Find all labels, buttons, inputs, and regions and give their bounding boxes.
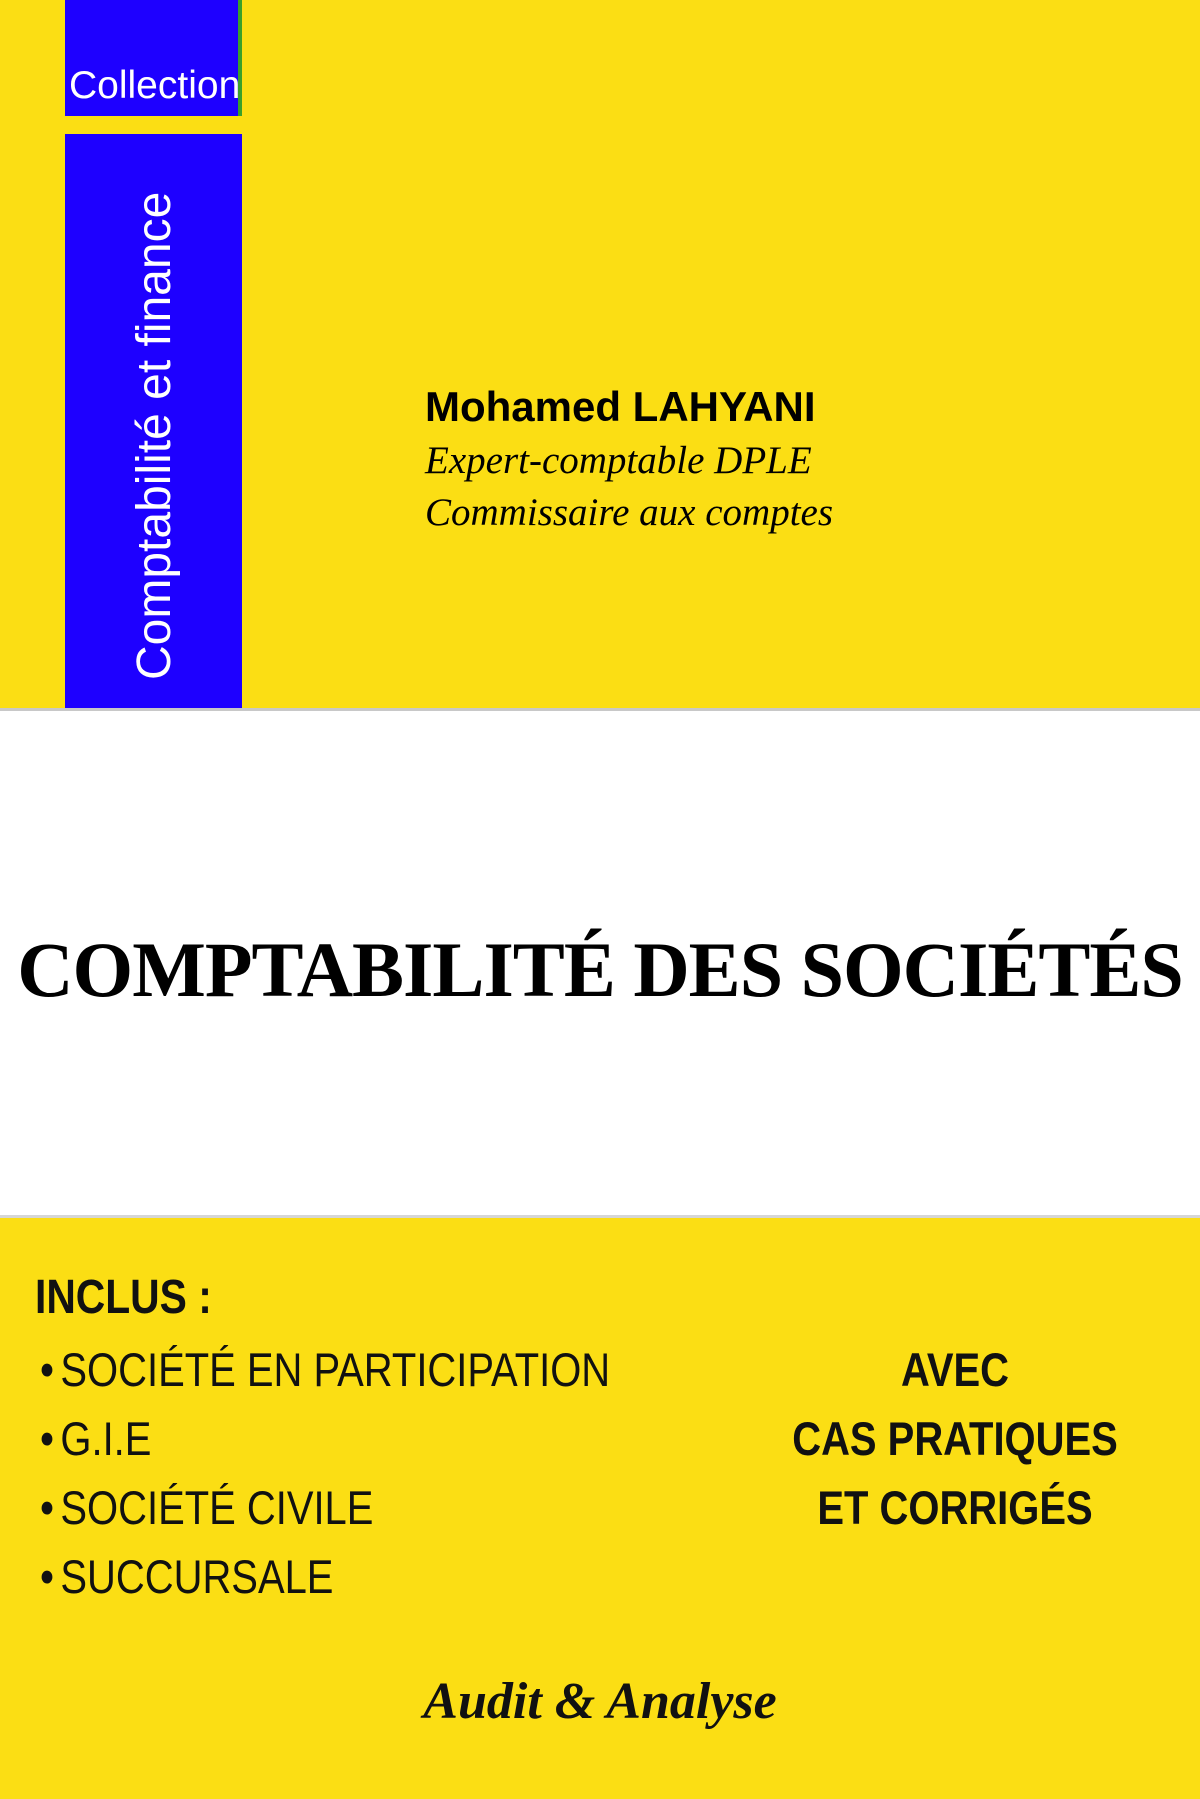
collection-label: Collection (69, 64, 241, 107)
includes-item (40, 1542, 610, 1611)
bullet-icon: • (40, 1550, 54, 1603)
note-line-1: AVEC (900, 1343, 1010, 1396)
includes-item-label: SOCIÉTÉ EN PARTICIPATION (60, 1343, 611, 1396)
author-role-1: Expert-comptable DPLE (425, 439, 812, 482)
includes-item-label: G.I.E (60, 1412, 152, 1465)
bullet-icon: • (40, 1412, 54, 1465)
includes-heading: INCLUS : (35, 1271, 212, 1324)
author-role-2: Commissaire aux comptes (425, 491, 834, 534)
collection-box (65, 0, 242, 116)
top-divider (0, 708, 1200, 711)
bullet-icon: • (40, 1343, 54, 1396)
includes-item (40, 1473, 610, 1542)
includes-item (40, 1335, 610, 1404)
series-label: Comptabilité et finance (128, 191, 181, 680)
includes-list (40, 1335, 711, 1611)
practical-cases-note (760, 1335, 1150, 1542)
note-line-2: CAS PRATIQUES (792, 1412, 1118, 1465)
includes-item-label: SOCIÉTÉ CIVILE (60, 1481, 374, 1534)
book-title: COMPTABILITÉ DES SOCIÉTÉS (17, 926, 1183, 1013)
author-name: Mohamed LAHYANI (425, 383, 816, 430)
includes-item-label: SUCCURSALE (60, 1550, 334, 1603)
bullet-icon: • (40, 1481, 54, 1534)
publisher-name: Audit & Analyse (423, 1673, 777, 1730)
includes-item (40, 1404, 610, 1473)
note-line-3: ET CORRIGÉS (817, 1481, 1093, 1534)
